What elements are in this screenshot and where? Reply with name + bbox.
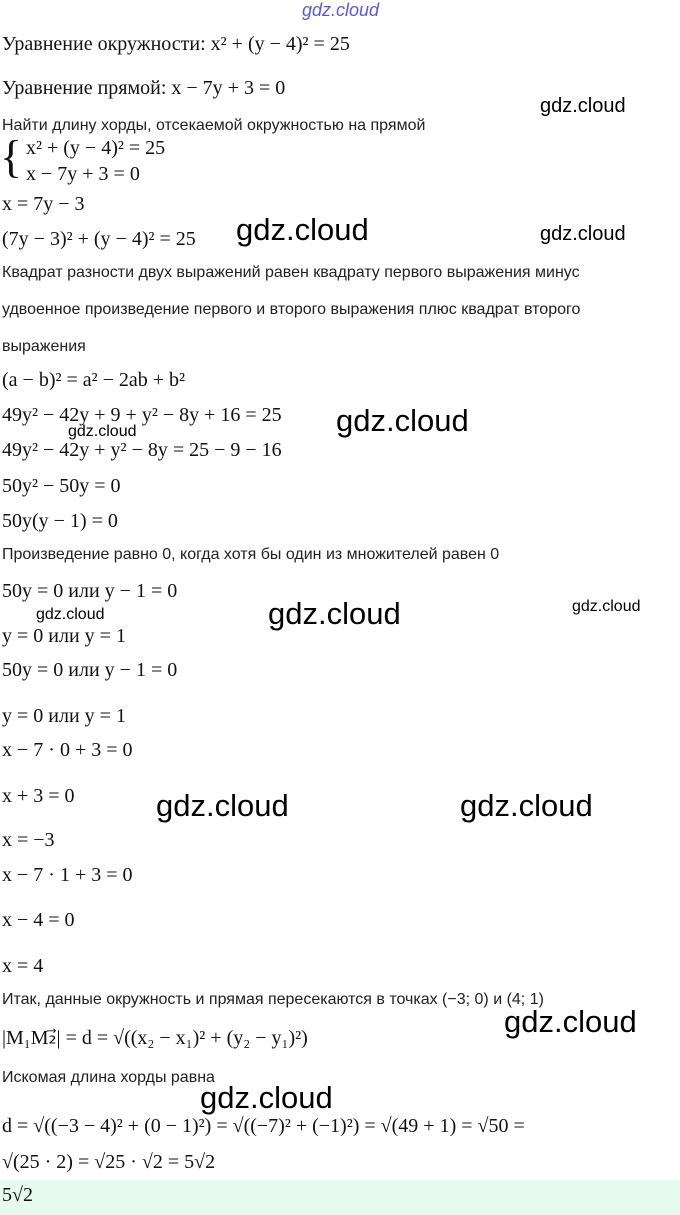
math-line: 49y² − 42y + 9 + y² − 8y + 16 = 25 (2, 404, 282, 426)
watermark: gdz.cloud (200, 1080, 333, 1115)
watermark: gdz.cloud (540, 223, 626, 245)
conclusion-text: Итак, данные окружность и прямая пересекаются в точках (−3; 0) и (4; 1) (2, 991, 544, 1008)
math-line: (a − b)² = a² − 2ab + b² (2, 369, 186, 391)
math-line: 49y² − 42y + y² − 8y = 25 − 9 − 16 (2, 439, 282, 461)
math-line: 50y = 0 или y − 1 = 0 (2, 659, 178, 681)
math-line: x − 7 · 1 + 3 = 0 (2, 864, 133, 886)
watermark: gdz.cloud (504, 1004, 637, 1039)
circle-equation: Уравнение окружности: x² + (y − 4)² = 25 (2, 33, 350, 55)
answer-box (0, 1180, 680, 1215)
math-line: √(25 · 2) = √25 · √2 = 5√2 (2, 1151, 216, 1173)
math-line: 50y(y − 1) = 0 (2, 510, 118, 532)
system-brace: { (0, 131, 23, 182)
watermark: gdz.cloud (236, 212, 369, 247)
math-line: x − 7 · 0 + 3 = 0 (2, 739, 133, 761)
math-line: x = −3 (2, 829, 55, 851)
math-line: 50y = 0 или y − 1 = 0 (2, 580, 178, 602)
math-line: y = 0 или y = 1 (2, 625, 126, 647)
distance-formula: |M₁M₂⃗| = d = √((x₂ − x₁)² + (y₂ − y₁)²) (2, 1027, 308, 1049)
explanation-text: выражения (2, 338, 86, 355)
explanation-text: Квадрат разности двух выражений равен квадрату первого выражения минус (2, 264, 580, 281)
explanation-text: Искомая длина хорды равна (2, 1069, 215, 1086)
watermark: gdz.cloud (156, 788, 289, 823)
system-eq-2: x − 7y + 3 = 0 (26, 163, 140, 185)
watermark: gdz.cloud (572, 598, 641, 615)
system-eq-1: x² + (y − 4)² = 25 (26, 137, 166, 159)
math-line: (7y − 3)² + (y − 4)² = 25 (2, 228, 196, 250)
watermark: gdz.cloud (460, 788, 593, 823)
math-line: x = 7y − 3 (2, 193, 85, 215)
watermark: gdz.cloud (302, 0, 380, 20)
watermark: gdz.cloud (540, 95, 626, 117)
line-equation: Уравнение прямой: x − 7y + 3 = 0 (2, 77, 286, 99)
answer-value: 5√2 (2, 1184, 33, 1206)
math-line: 50y² − 50y = 0 (2, 475, 121, 497)
math-line: x = 4 (2, 955, 44, 977)
math-line: x + 3 = 0 (2, 785, 75, 807)
explanation-text: удвоенное произведение первого и второго выражения плюс квадрат второго (2, 301, 581, 318)
watermark: gdz.cloud (36, 606, 105, 623)
watermark: gdz.cloud (68, 423, 137, 440)
math-line: d = √((−3 − 4)² + (0 − 1)²) = √((−7)² + (−1)²) = √(49 + 1) = √50 = (2, 1115, 525, 1137)
math-line: y = 0 или y = 1 (2, 705, 126, 727)
explanation-text: Произведение равно 0, когда хотя бы один из множителей равен 0 (2, 546, 500, 563)
watermark: gdz.cloud (268, 596, 401, 631)
math-line: x − 4 = 0 (2, 909, 75, 931)
task-text: Найти длину хорды, отсекаемой окружностью на прямой (2, 117, 426, 134)
watermark: gdz.cloud (336, 403, 469, 438)
